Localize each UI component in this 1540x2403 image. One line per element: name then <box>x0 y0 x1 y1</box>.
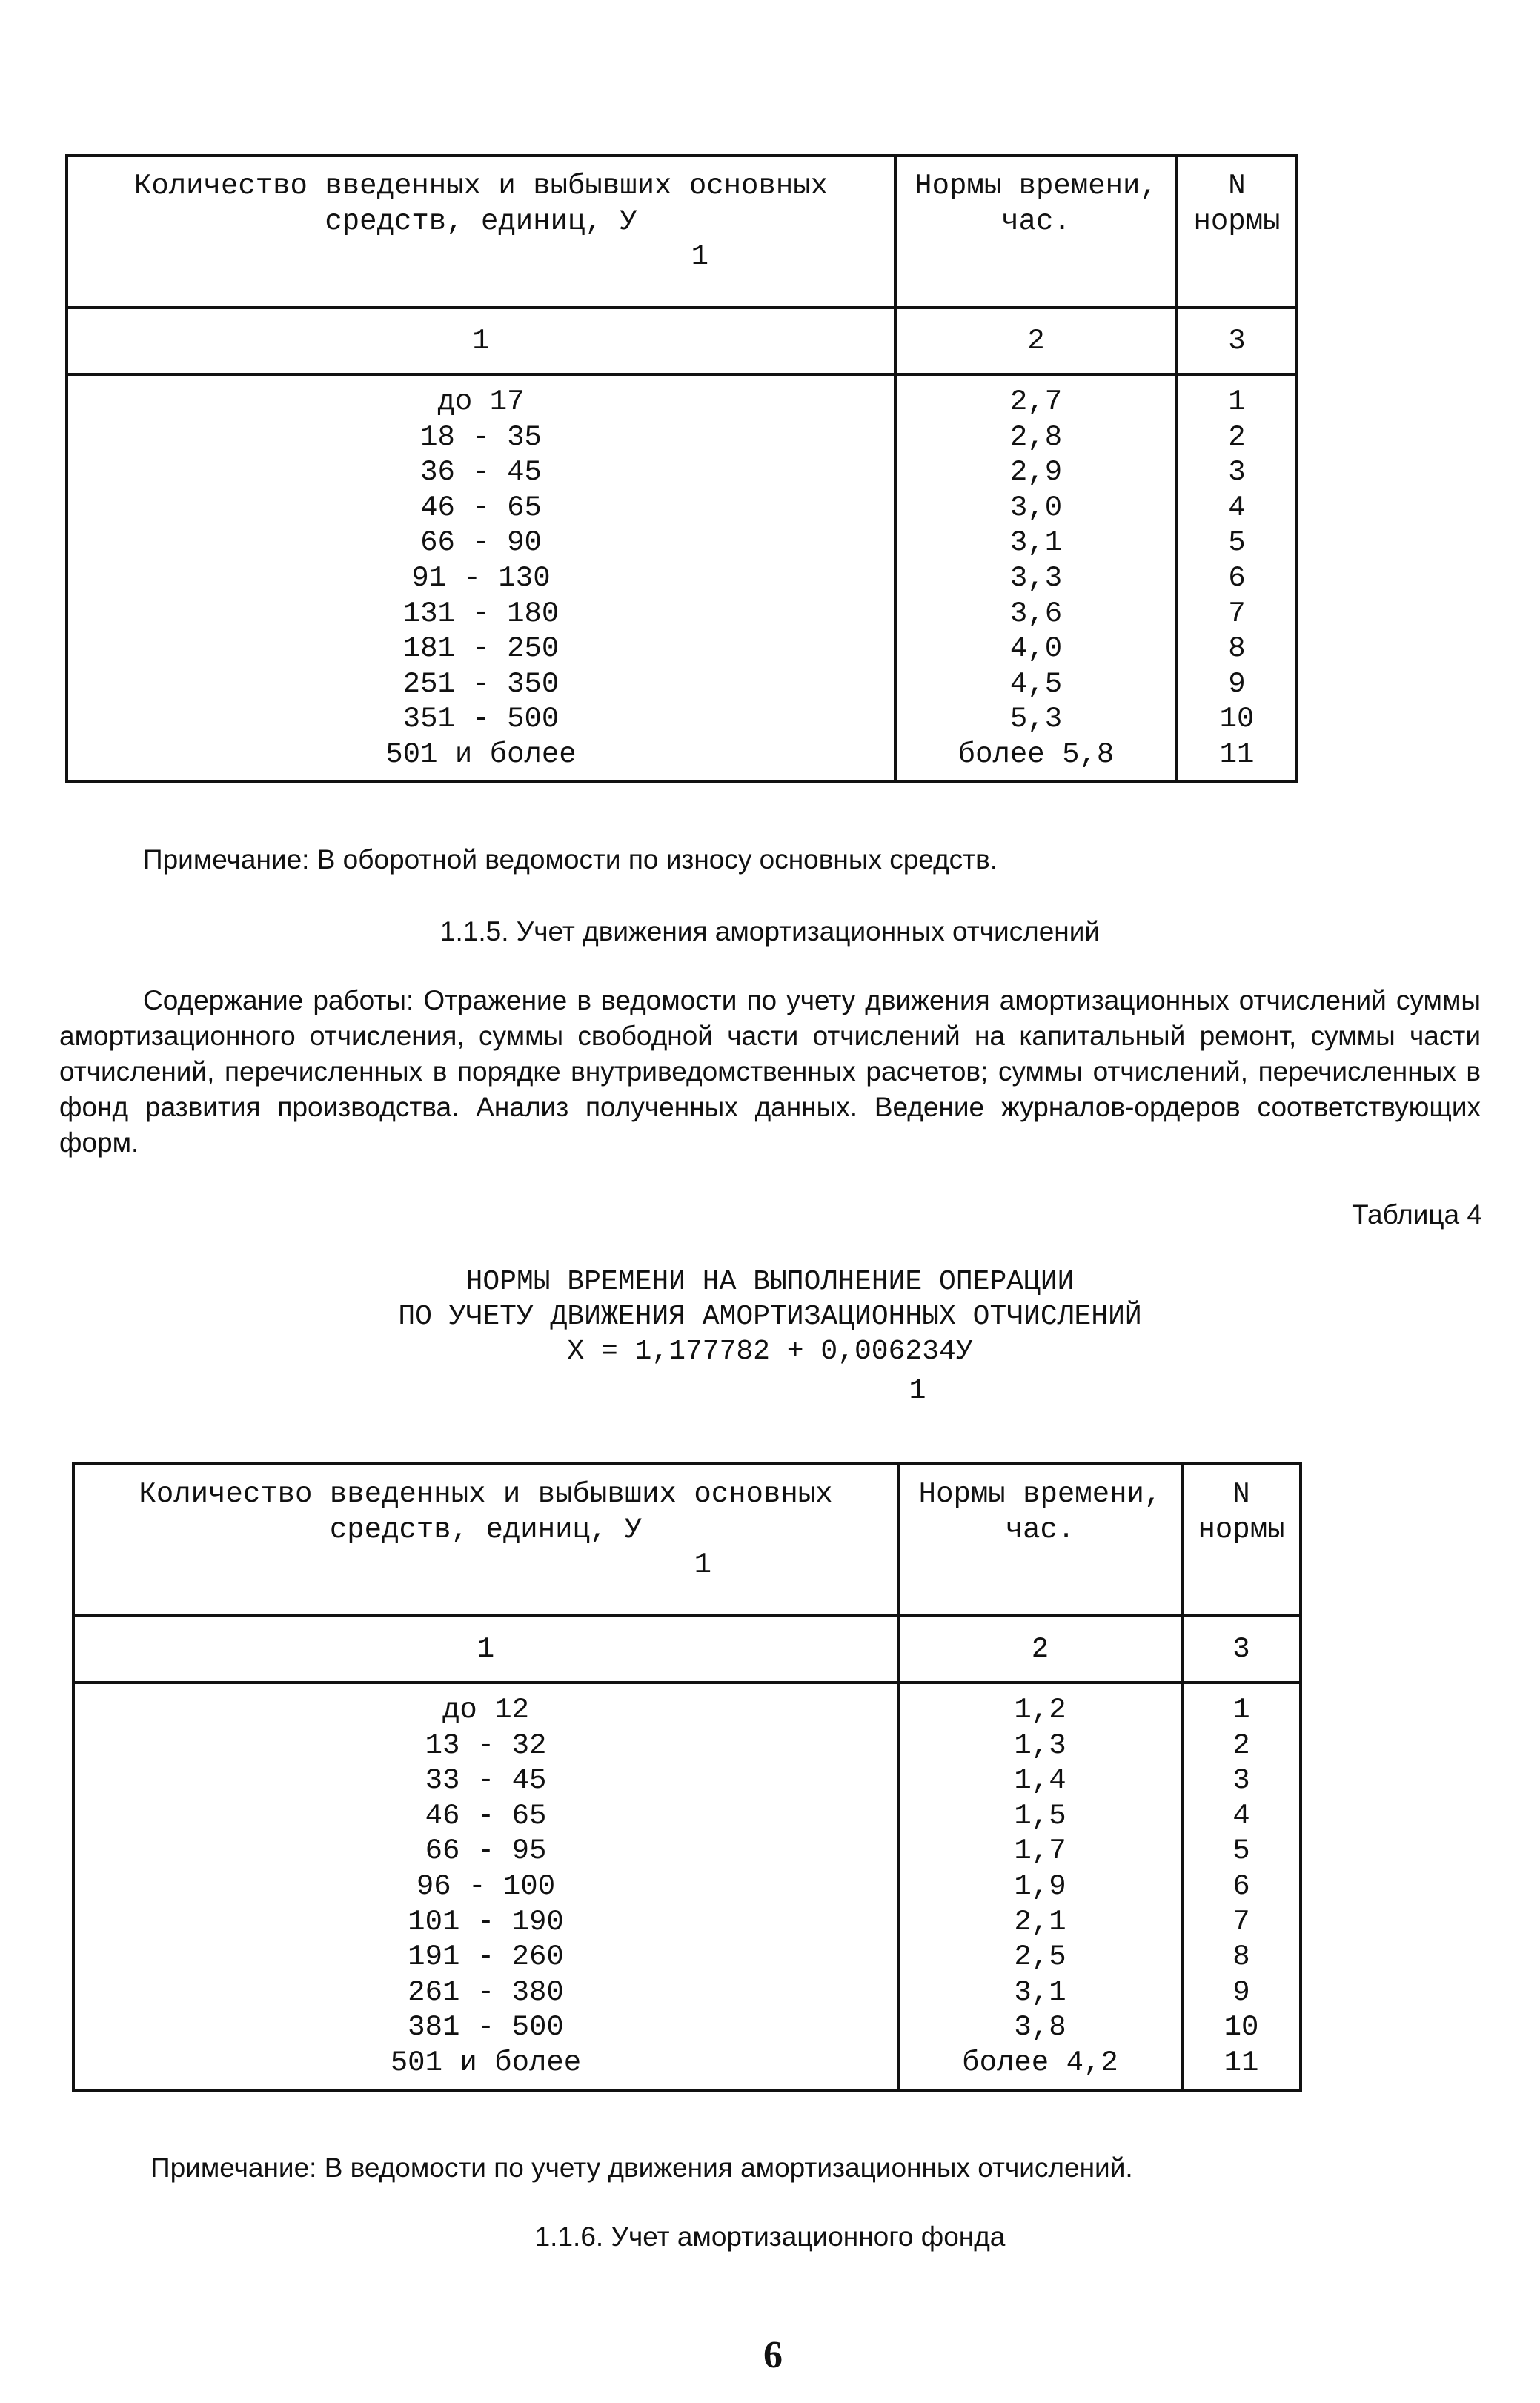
table-cell: 1,3 <box>1014 1728 1066 1762</box>
column-number: 2 <box>895 308 1177 374</box>
section-heading-1-1-5: 1.1.5. Учет движения амортизационных отчислений <box>439 916 1101 947</box>
table-cell: 7 <box>1228 597 1246 630</box>
table-header-row <box>73 1464 1301 1616</box>
table-cell: 36 - 45 <box>420 456 542 489</box>
table-cell: 33 - 45 <box>425 1764 547 1797</box>
table-caption-line-1: НОРМЫ ВРЕМЕНИ НА ВЫПОЛНЕНИЕ ОПЕРАЦИИ <box>465 1266 1075 1298</box>
table-cell: до 12 <box>442 1694 530 1726</box>
table-body-row <box>73 1683 1301 2090</box>
norm-time-column <box>895 374 1177 782</box>
table-cell: 251 - 350 <box>402 667 560 700</box>
header-norm-time: Нормы времени, час. <box>898 1464 1182 1616</box>
norms-table-4 <box>72 1462 1302 2092</box>
table-cell: до 17 <box>437 385 525 418</box>
table-cell: 10 <box>1219 703 1255 736</box>
table-cell: 2,8 <box>1009 420 1063 454</box>
table-cell: 8 <box>1228 632 1246 666</box>
table-cell: 181 - 250 <box>402 632 560 666</box>
table-header-row <box>67 156 1297 308</box>
table-cell: 131 - 180 <box>402 597 560 630</box>
table-cell: 261 - 380 <box>408 1975 564 2009</box>
column-number: 1 <box>67 308 895 374</box>
column-number-row <box>67 308 1297 374</box>
table-cell: 18 - 35 <box>420 420 542 454</box>
table-cell: 3,3 <box>1009 561 1063 594</box>
table-cell: 1,5 <box>1014 1799 1066 1832</box>
table-cell: 101 - 190 <box>408 1905 564 1938</box>
table-cell: 3,0 <box>1009 491 1063 524</box>
table-cell: 11 <box>1219 738 1255 771</box>
table-cell: 2,1 <box>1014 1905 1066 1938</box>
table-cell: 3,1 <box>1014 1975 1066 2009</box>
table-cell: 1,2 <box>1014 1694 1066 1726</box>
table-cell: 5,3 <box>1009 703 1063 736</box>
table-cell: 4,5 <box>1009 667 1063 700</box>
table-cell: 11 <box>1224 2046 1259 2079</box>
quantity-column <box>73 1683 898 2090</box>
column-number: 3 <box>1182 1616 1301 1683</box>
column-number: 3 <box>1177 308 1297 374</box>
table-cell: 1 <box>1228 385 1246 418</box>
table-caption-line-2: ПО УЧЕТУ ДВИЖЕНИЯ АМОРТИЗАЦИОННЫХ ОТЧИСЛЕНИЙ <box>398 1301 1142 1333</box>
table-cell: 351 - 500 <box>402 703 560 736</box>
table-cell: 13 - 32 <box>425 1728 547 1762</box>
formula-subscript: 1 <box>909 1375 926 1407</box>
table-cell: 3,6 <box>1009 597 1063 630</box>
table-cell: 4 <box>1232 1799 1250 1832</box>
header-quantity: Количество введенных и выбывших основных средств, единиц, У 1 <box>73 1464 898 1616</box>
table-cell: 8 <box>1232 1940 1250 1974</box>
table-cell: 46 - 65 <box>420 491 542 524</box>
table-cell: 3,1 <box>1009 526 1063 560</box>
work-content-paragraph: Содержание работы: Отражение в ведомости по учету движения амортизационных отчислений суммы амортизационного отчисления, суммы свободной части отчислений на капитальный ремонт, суммы части отчислений, перечисленных в порядке внутриведомственных расчетов; суммы отчислений, перечисленных в фонд развития производства. Анализ полученных данных. Ведение журналов-ордеров соответствующих форм. <box>59 985 1481 1158</box>
table-cell: 5 <box>1232 1834 1250 1868</box>
table-cell: 191 - 260 <box>408 1940 564 1974</box>
note-2: Примечание: В ведомости по учету движения амортизационных отчислений. <box>150 2152 1133 2183</box>
norm-number-column <box>1177 374 1297 782</box>
table-cell: 2,7 <box>1009 385 1063 418</box>
table-cell: 3 <box>1228 456 1246 489</box>
header-quantity: Количество введенных и выбывших основных средств, единиц, У 1 <box>67 156 895 308</box>
table-cell: 4,0 <box>1009 632 1063 666</box>
quantity-column <box>67 374 895 782</box>
table-label: Таблица 4 <box>1352 1199 1482 1230</box>
norm-time-column <box>898 1683 1182 2090</box>
table-cell: 6 <box>1232 1869 1250 1903</box>
table-cell: 381 - 500 <box>408 2011 564 2044</box>
column-number-row <box>73 1616 1301 1683</box>
table-cell: 501 и более <box>385 738 577 771</box>
table-cell: 3,8 <box>1014 2011 1066 2044</box>
header-norm-number: N нормы <box>1177 156 1297 308</box>
note-1: Примечание: В оборотной ведомости по износу основных средств. <box>143 844 998 875</box>
header-norm-number: N нормы <box>1182 1464 1301 1616</box>
section-heading-1-1-6: 1.1.6. Учет амортизационного фонда <box>534 2221 1006 2252</box>
table-cell: 1,9 <box>1014 1869 1066 1903</box>
column-number: 1 <box>73 1616 898 1683</box>
table-cell: 4 <box>1228 491 1246 524</box>
table-cell: более 5,8 <box>957 738 1115 771</box>
table-cell: 5 <box>1228 526 1246 560</box>
norms-table-1 <box>65 154 1298 783</box>
column-number: 2 <box>898 1616 1182 1683</box>
table-cell: 46 - 65 <box>425 1799 547 1832</box>
table-cell: 7 <box>1232 1905 1250 1938</box>
page-number: 6 <box>763 2334 783 2376</box>
formula: Х = 1,177782 + 0,006234У <box>567 1336 973 1368</box>
table-cell: 1,4 <box>1014 1764 1066 1797</box>
table-cell: 10 <box>1224 2011 1259 2044</box>
table-body-row <box>67 374 1297 782</box>
table-cell: 9 <box>1232 1975 1250 2009</box>
table-cell: 66 - 95 <box>425 1834 547 1868</box>
table-cell: 91 - 130 <box>411 561 551 594</box>
table-cell: 96 - 100 <box>416 1869 556 1903</box>
table-cell: 2 <box>1228 420 1246 454</box>
table-cell: 2,5 <box>1014 1940 1066 1974</box>
table-cell: 6 <box>1228 561 1246 594</box>
table-cell: 1,7 <box>1014 1834 1066 1868</box>
header-norm-time: Нормы времени, час. <box>895 156 1177 308</box>
table-cell: более 4,2 <box>962 2046 1118 2079</box>
table-cell: 2,9 <box>1009 456 1063 489</box>
table-cell: 3 <box>1232 1764 1250 1797</box>
table-cell: 66 - 90 <box>420 526 542 560</box>
table-cell: 1 <box>1232 1694 1250 1726</box>
table-cell: 9 <box>1228 667 1246 700</box>
table-cell: 2 <box>1232 1728 1250 1762</box>
table-cell: 501 и более <box>390 2046 582 2079</box>
norm-number-column <box>1182 1683 1301 2090</box>
